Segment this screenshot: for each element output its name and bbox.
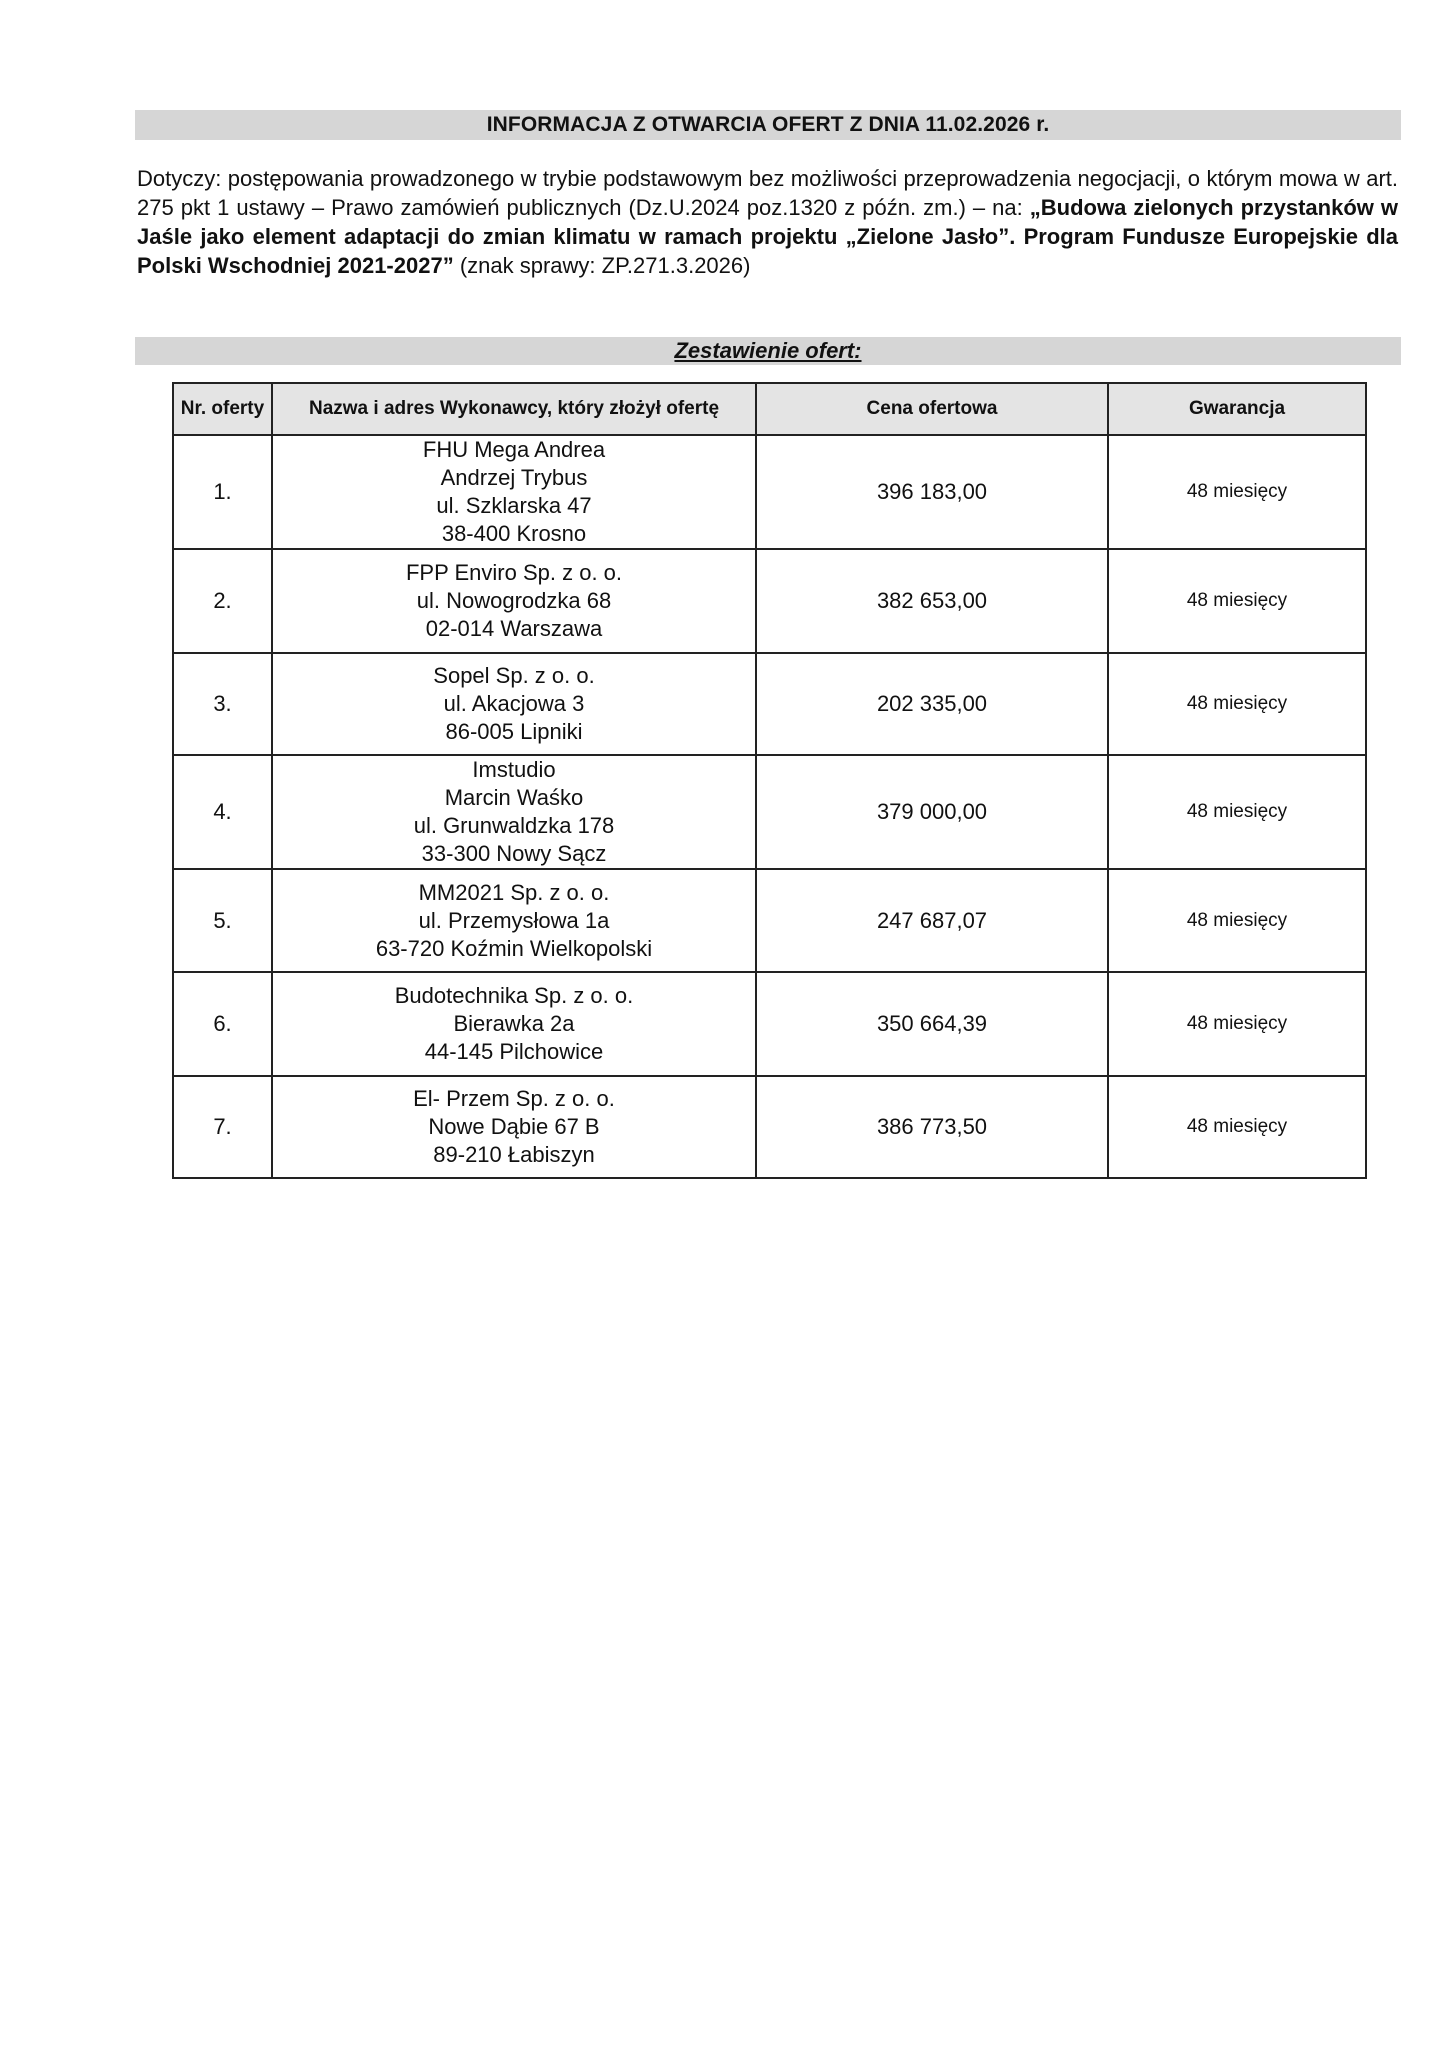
section-heading: [135, 337, 1401, 365]
contractor-name-address: [272, 972, 756, 1076]
offer-price: 386 773,50: [756, 1076, 1108, 1178]
offer-number: 1.: [173, 435, 272, 549]
contractor-name-address: [272, 549, 756, 653]
contractor-name-address: [272, 1076, 756, 1178]
contractor-address-line: 38-400 Krosno: [441, 521, 587, 546]
offer-price: 247 687,07: [756, 869, 1108, 972]
contractor-address-line: Marcin Waśko: [444, 785, 584, 810]
offer-number: 5.: [173, 869, 272, 972]
table-row: [173, 435, 1366, 549]
contractor-address-line: Andrzej Trybus: [440, 465, 588, 490]
contractor-address-line: 89-210 Łabiszyn: [433, 1142, 595, 1167]
contractor-address-line: ul. Przemysłowa 1a: [418, 907, 610, 933]
offer-number: 6.: [173, 972, 272, 1076]
table-row: [173, 549, 1366, 653]
contractor-address-line: Bierawka 2a: [453, 1011, 575, 1036]
table-header-row: [173, 383, 1366, 435]
contractor-address-line: Nowe Dąbie 67 B: [428, 1114, 600, 1139]
contractor-address-line: Budotechnika Sp. z o. o.: [394, 983, 634, 1008]
offer-price: 379 000,00: [756, 755, 1108, 869]
offers-table-body: [173, 435, 1366, 1178]
offer-price: 396 183,00: [756, 435, 1108, 549]
offer-warranty: 48 miesięcy: [1108, 869, 1366, 972]
offers-table: [172, 382, 1367, 1179]
table-row: [173, 653, 1366, 755]
offer-warranty: 48 miesięcy: [1108, 755, 1366, 869]
contractor-address-line: ul. Szklarska 47: [436, 493, 592, 518]
contractor-address-line: 86-005 Lipniki: [445, 719, 583, 744]
table-row: [173, 1076, 1366, 1178]
header-price: Cena ofertowa: [756, 383, 1108, 435]
offer-number: 2.: [173, 549, 272, 653]
intro-text-case-number: (znak sprawy: ZP.271.3.2026): [453, 253, 751, 278]
document-title: INFORMACJA Z OTWARCIA OFERT Z DNIA 11.02.2026 r.: [135, 110, 1401, 140]
header-warranty: Gwarancja: [1108, 383, 1366, 435]
header-name: Nazwa i adres Wykonawcy, który złożył ofertę: [272, 383, 756, 435]
contractor-address-line: 33-300 Nowy Sącz: [421, 841, 607, 866]
contractor-address-line: ul. Grunwaldzka 178: [413, 813, 615, 838]
offer-number: 7.: [173, 1076, 272, 1178]
offer-price: 202 335,00: [756, 653, 1108, 755]
contractor-address-line: 63-720 Koźmin Wielkopolski: [375, 935, 653, 961]
intro-text-bold: „Budowa zielonych przystanków w Jaśle jako element adaptacji do zmian klimatu w ramach projektu „Zielone Jasło”. Program Fundusze Europejskie dla Polski Wschodniej 2021-2027”: [137, 195, 1398, 278]
offer-number: 4.: [173, 755, 272, 869]
intro-paragraph: [137, 164, 1398, 280]
contractor-address-line: MM2021 Sp. z o. o.: [418, 879, 610, 905]
intro-text-regular: Dotyczy: postępowania prowadzonego w trybie podstawowym bez możliwości przeprowadzenia negocjacji, o którym mowa w art. 275 pkt 1 ustawy – Prawo zamówień publicznych (Dz.U.2024 poz.1320 z późn. zm.) – na:: [137, 166, 1398, 220]
offer-warranty: 48 miesięcy: [1108, 653, 1366, 755]
offer-warranty: 48 miesięcy: [1108, 1076, 1366, 1178]
contractor-address-line: FHU Mega Andrea: [422, 437, 606, 462]
table-row: [173, 755, 1366, 869]
offer-warranty: 48 miesięcy: [1108, 435, 1366, 549]
contractor-address-line: 02-014 Warszawa: [425, 616, 603, 641]
section-heading-text: Zestawienie ofert:: [674, 338, 862, 363]
offer-price: 350 664,39: [756, 972, 1108, 1076]
contractor-address-line: ul. Akacjowa 3: [443, 691, 585, 716]
contractor-address-line: Imstudio: [472, 757, 556, 782]
contractor-name-address: [272, 435, 756, 549]
contractor-name-address: [272, 755, 756, 869]
table-row: [173, 972, 1366, 1076]
contractor-name-address: [272, 869, 756, 972]
table-row: [173, 869, 1366, 972]
contractor-address-line: El- Przem Sp. z o. o.: [413, 1086, 615, 1111]
contractor-name-address: [272, 653, 756, 755]
contractor-address-line: ul. Nowogrodzka 68: [416, 588, 612, 613]
offer-price: 382 653,00: [756, 549, 1108, 653]
offer-number: 3.: [173, 653, 272, 755]
offer-warranty: 48 miesięcy: [1108, 972, 1366, 1076]
contractor-address-line: FPP Enviro Sp. z o. o.: [405, 560, 623, 585]
header-nr: Nr. oferty: [173, 383, 272, 435]
contractor-address-line: 44-145 Pilchowice: [424, 1039, 604, 1064]
offer-warranty: 48 miesięcy: [1108, 549, 1366, 653]
contractor-address-line: Sopel Sp. z o. o.: [433, 663, 595, 688]
